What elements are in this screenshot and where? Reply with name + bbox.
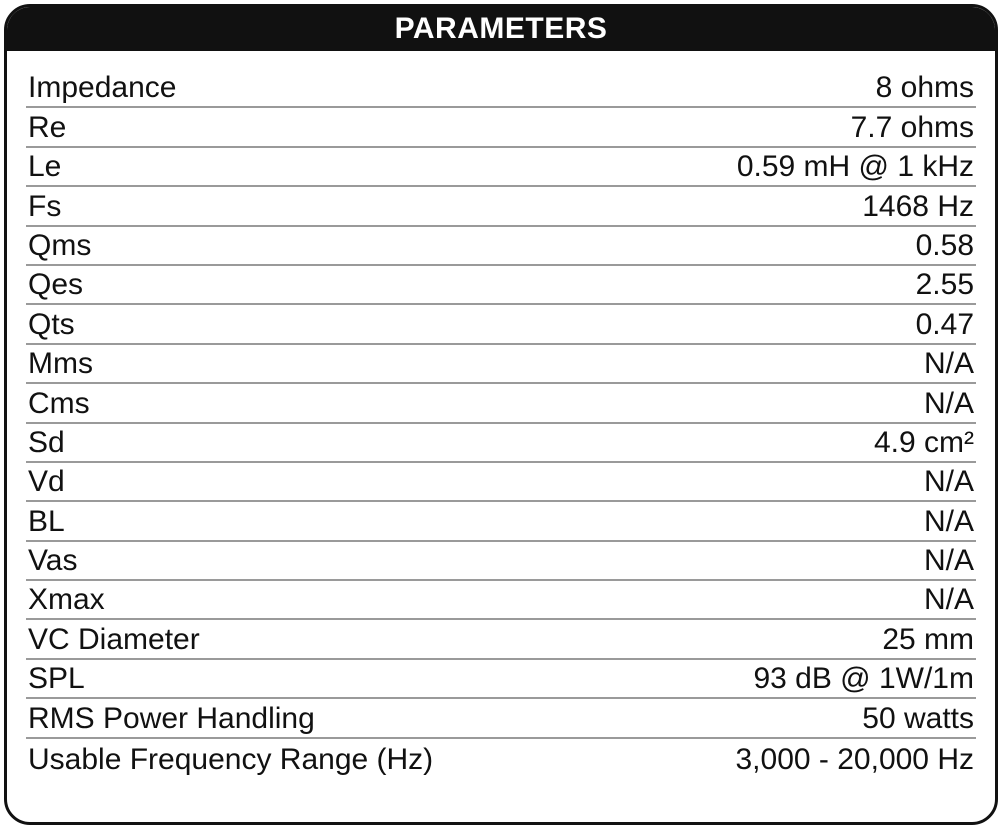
row-label: Sd bbox=[28, 425, 65, 459]
row-value: 0.58 bbox=[915, 228, 974, 262]
table-row bbox=[26, 424, 976, 463]
row-value: 3,000 - 20,000 Hz bbox=[735, 743, 974, 777]
row-value: 25 mm bbox=[882, 622, 974, 656]
table-row bbox=[26, 620, 976, 659]
table-row bbox=[26, 384, 976, 423]
row-label: Qms bbox=[28, 228, 92, 262]
row-value: 50 watts bbox=[862, 701, 974, 735]
table-row bbox=[26, 108, 976, 147]
row-label: Re bbox=[28, 110, 67, 144]
row-value: N/A bbox=[923, 504, 974, 538]
row-value: N/A bbox=[923, 465, 974, 499]
row-label: Impedance bbox=[28, 71, 177, 105]
row-label: Xmax bbox=[28, 583, 105, 617]
row-label: Fs bbox=[28, 189, 62, 223]
table-row bbox=[26, 227, 976, 266]
row-label: RMS Power Handling bbox=[28, 701, 315, 735]
table-row bbox=[26, 542, 976, 581]
parameters-rows bbox=[26, 69, 976, 778]
row-value: 1468 Hz bbox=[862, 189, 974, 223]
table-row bbox=[26, 581, 976, 620]
row-label: Cms bbox=[28, 386, 90, 420]
row-label: VC Diameter bbox=[28, 622, 200, 656]
table-row bbox=[26, 502, 976, 541]
row-value: 8 ohms bbox=[875, 71, 974, 105]
row-label: Mms bbox=[28, 347, 93, 381]
row-label: BL bbox=[28, 504, 65, 538]
row-value: N/A bbox=[923, 347, 974, 381]
table-row bbox=[26, 660, 976, 699]
table-row bbox=[26, 463, 976, 502]
row-value: N/A bbox=[923, 386, 974, 420]
row-value: 7.7 ohms bbox=[850, 110, 974, 144]
row-label: Vd bbox=[28, 465, 65, 499]
row-value: N/A bbox=[923, 583, 974, 617]
row-label: Usable Frequency Range (Hz) bbox=[28, 743, 434, 777]
row-value: 0.59 mH @ 1 kHz bbox=[736, 150, 974, 184]
row-label: Le bbox=[28, 150, 62, 184]
table-row bbox=[26, 345, 976, 384]
row-label: Qes bbox=[28, 268, 84, 302]
table-row bbox=[26, 187, 976, 226]
table-row bbox=[26, 266, 976, 305]
table-header: PARAMETERS bbox=[7, 7, 995, 51]
row-value: 93 dB @ 1W/1m bbox=[753, 662, 974, 696]
table-row bbox=[26, 148, 976, 187]
table-row bbox=[26, 69, 976, 108]
row-value: N/A bbox=[923, 544, 974, 578]
row-value: 4.9 cm² bbox=[873, 425, 974, 459]
parameters-table bbox=[4, 4, 998, 825]
row-label: Vas bbox=[28, 544, 78, 578]
row-value: 0.47 bbox=[915, 307, 974, 341]
table-row bbox=[26, 739, 976, 778]
row-label: SPL bbox=[28, 662, 85, 696]
table-row bbox=[26, 699, 976, 738]
row-value: 2.55 bbox=[915, 268, 974, 302]
table-row bbox=[26, 305, 976, 344]
row-label: Qts bbox=[28, 307, 75, 341]
